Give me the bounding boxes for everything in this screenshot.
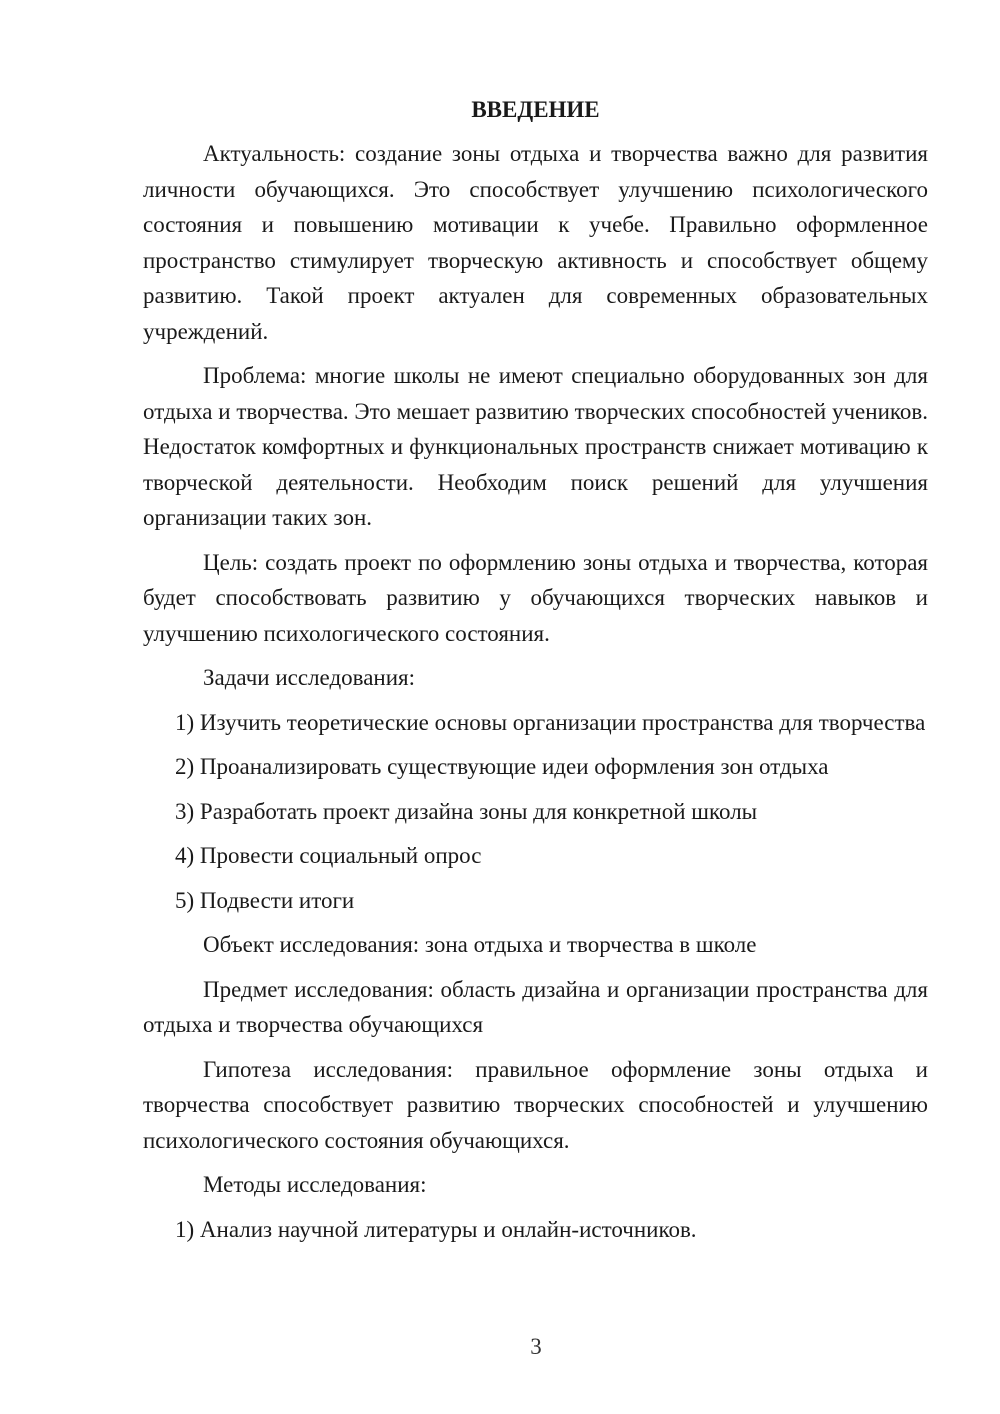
page-number: 3	[530, 1334, 542, 1359]
task-item-1: 1) Изучить теоретические основы организации пространства для творчества	[175, 709, 926, 735]
tasks-heading: Задачи исследования:	[203, 665, 416, 690]
goal-paragraph: Цель: создать проект по оформлению зоны отдыха и творчества, которая будет способствовать развитию у обучающихся творческих навыков и улучшению психологического состояния.	[143, 549, 928, 646]
subject-paragraph: Предмет исследования: область дизайна и организации пространства для отдыха и творчества обучающихся	[143, 976, 928, 1037]
task-item-3: 3) Разработать проект дизайна зоны для конкретной школы	[175, 798, 758, 824]
task-item-5: 5) Подвести итоги	[175, 887, 355, 913]
document-body	[143, 92, 928, 1256]
methods-heading: Методы исследования:	[203, 1172, 427, 1197]
task-item-2: 2) Проанализировать существующие идеи оформления зон отдыха	[175, 754, 829, 779]
method-item-1: 1) Анализ научной литературы и онлайн-источников.	[175, 1216, 697, 1242]
problem-paragraph: Проблема: многие школы не имеют специально оборудованных зон для отдыха и творчества. Это мешает развитию творческих способностей учеников. Недостаток комфортных и функциональных пространств снижает мотивацию к творческой деятельности. Необходим поиск решений для улучшения организации таких зон.	[143, 363, 928, 530]
hypothesis-paragraph: Гипотеза исследования: правильное оформление зоны отдыха и творчества способствует развитию творческих способностей и улучшению психологического состояния обучающихся.	[143, 1056, 928, 1153]
object-paragraph: Объект исследования: зона отдыха и творчества в школе	[203, 932, 757, 957]
page-title: ВВЕДЕНИЕ	[471, 97, 600, 122]
task-item-4: 4) Провести социальный опрос	[175, 843, 482, 868]
relevance-paragraph: Актуальность: создание зоны отдыха и творчества важно для развития личности обучающихся. Это способствует улучшению психологического состояния и повышению мотивации к учебе. Правильно оформленное пространство стимулирует творческую активность и способствует общему развитию. Такой проект актуален для современных образовательных учреждений.	[143, 141, 928, 344]
